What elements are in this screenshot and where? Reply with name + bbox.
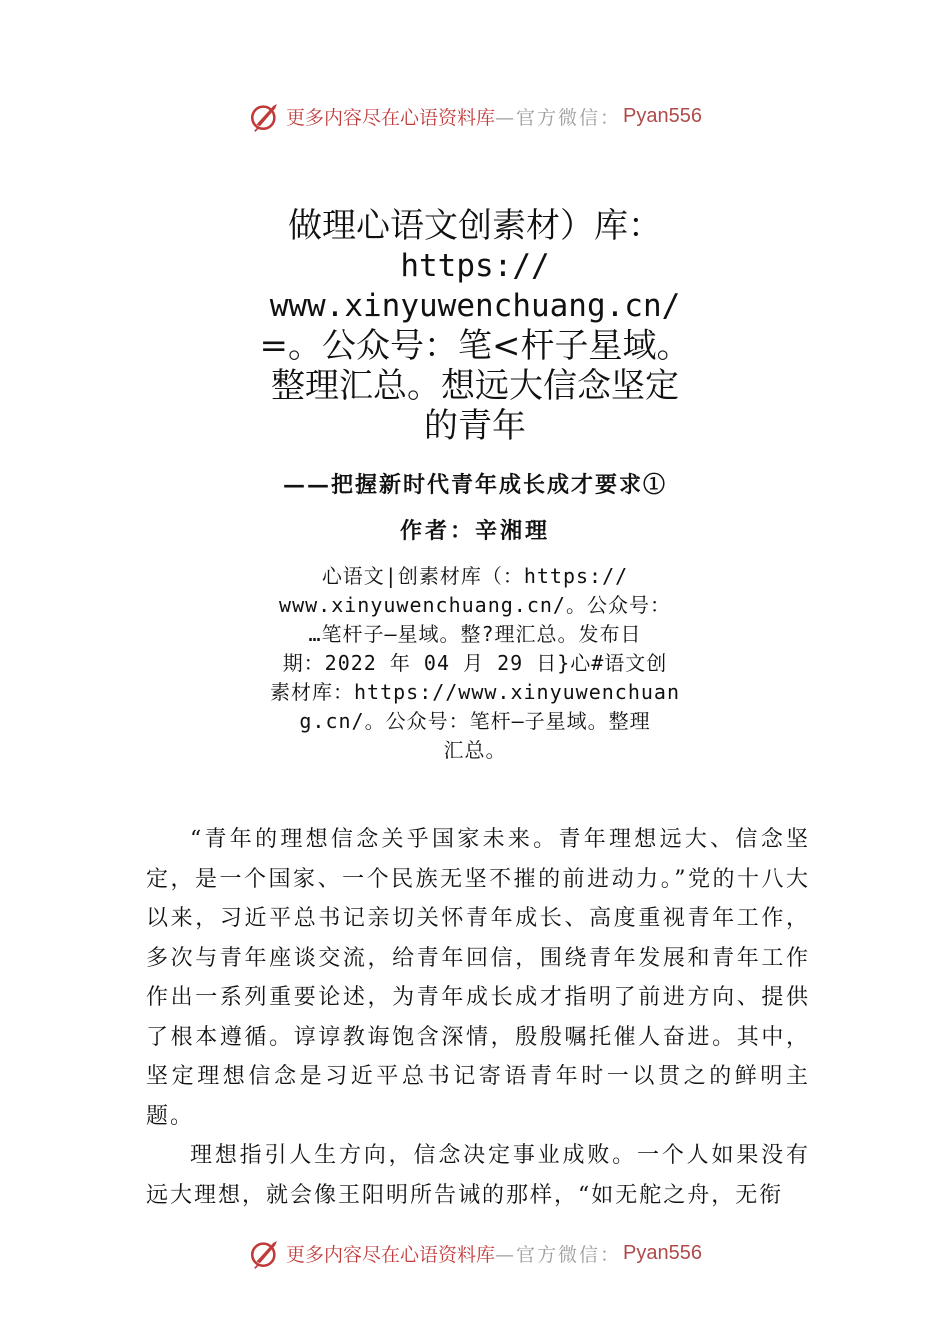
footer-banner [0,1233,950,1273]
document-subtitle: ——把握新时代青年成长成才要求① [282,472,667,498]
article-body [146,820,810,1215]
body-paragraph: 理想指引人生方向，信念决定事业成败。一个人如果没有远大理想，就会像王阳明所告诫的那样，“如无舵之舟，无衔 [146,1143,810,1208]
meta-line: 期：2022 年 04 月 29 日}心#语文创 [282,651,668,675]
banner-slogan: 更多内容尽在心语资料库 [286,1243,496,1266]
banner-wechat-id: Pyan556 [623,104,702,127]
header-banner [0,96,950,136]
banner-slogan: 更多内容尽在心语资料库 [286,106,496,129]
meta-line: …笔杆子—星域。整?理汇总。发布日 [308,622,642,646]
document-title [230,206,720,446]
body-paragraph: “青年的理想信念关乎国家未来。青年理想远大、信念坚定，是一个国家、一个民族无坚不摧的前进动力。”党的十八大以来，习近平总书记亲切关怀青年成长、高度重视青年工作，多次与青年座谈交流，给青年回信，围绕青年发展和青年工作作出一系列重要论述，为青年成长成才指明了前进方向、提供了根本遵循。谆谆教诲饱含深情，殷殷嘱托催人奋进。其中，坚定理想信念是习近平总书记寄语青年时一以贯之的鲜明主题。 [146,827,810,1129]
source-meta [262,562,688,765]
meta-line: www.xinyuwenchuang.cn/。公众号： [279,593,671,617]
banner-wechat-label: —官方微信： [495,1243,622,1266]
title-line: https:// [400,248,550,284]
banner-wechat-id: Pyan556 [623,1241,702,1264]
meta-line: 心语文|创素材库（：https:// [321,564,629,588]
title-line: 整理汇总。想远大信念坚定 [271,366,679,406]
title-line: 的青年 [424,406,526,446]
meta-line: 汇总。 [443,738,507,762]
quill-logo-icon [248,1236,282,1270]
quill-logo-icon [248,99,282,133]
title-line: 做理心语文创素材）库： [288,206,662,246]
meta-line: g.cn/。公众号：笔杆—子星域。整理 [299,709,651,733]
author-line: 作者：辛湘理 [399,518,550,544]
meta-line: 素材库：https://www.xinyuwenchuan [269,680,681,704]
title-line: =。公众号：笔<杆子星域。 [259,326,691,366]
title-line: www.xinyuwenchuang.cn/ [269,288,681,324]
banner-wechat-label: —官方微信： [495,106,622,129]
